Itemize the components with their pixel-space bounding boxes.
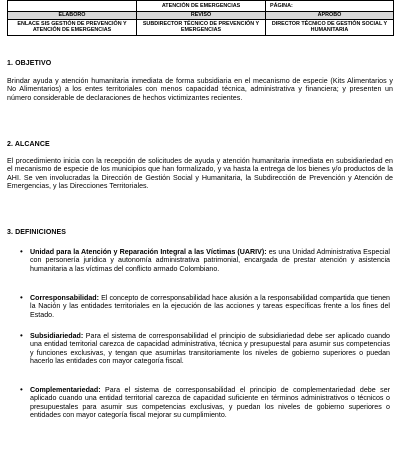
definition-item: [20, 247, 391, 273]
definition-item: [20, 385, 390, 420]
header-elaboro-value: ENLACE SIS GESTIÓN DE PREVENCIÓN Y ATENCIÓN DE EMERGENCIAS: [8, 19, 137, 35]
definition-text: es una Unidad Administrativa Especial con personería jurídica y autonomía administrativa patrimonial, encargada de prestar atención y asistencia humanitaria a las víctimas del conflicto armado Colombiano.: [30, 248, 391, 273]
definition-term: Subsidiariedad:: [30, 332, 84, 340]
definition-term: Corresponsabilidad:: [30, 294, 99, 302]
header-reviso-label: REVISÓ: [137, 12, 266, 20]
document-header-table: [7, 0, 394, 36]
bullet-icon: •: [20, 385, 23, 394]
paragraph-objetivo: Brindar ayuda y atención humanitaria inmediata de forma subsidiaria en el mecanismo de especie (Kits Alimentarios y No Alimentarios) a los entes territoriales con menos capacidad técnica, administrativa y financiera; y presenten un número considerable de declaraciones de hechos victimizantes recientes.: [7, 77, 393, 102]
definition-text: Para el sistema de corresponsabilidad el principio de subsidiariedad debe ser aplicado cuando una entidad territorial carezca de capacidad administrativa, técnica y presupuestal para asumir sus competencias y funciones exclusivas, y tengan que asumirlas transitoriamente los niveles de gobierno superiores o puedan hacerlo las entidades con mayor categoría fiscal.: [30, 332, 390, 366]
definition-term: Unidad para la Atención y Reparación Integral a las Víctimas (UARIV):: [30, 248, 267, 256]
bullet-icon: •: [20, 331, 23, 340]
header-aprobo-value: DIRECTOR TÉCNICO DE GESTIÓN SOCIAL Y HUMANITARIA: [266, 19, 394, 35]
section-title-objetivo: 1. OBJETIVO: [7, 60, 52, 67]
header-elaboro-label: ELABORÓ: [8, 12, 137, 20]
paragraph-alcance: El procedimiento inicia con la recepción de solicitudes de ayuda y atención humanitaria inmediata en subsidiariedad en el mecanismo de especie de los municipios que han formalizado, y va hasta la entrega de los bienes y/o productos de la AHI. Se ven involucradas la Dirección de Gestión Social y Humanitaria, la Subdirección de Prevención y Atención de Emergencias, y las Direcciones Territoriales.: [7, 157, 393, 191]
header-page-label: PÁGINA:: [266, 1, 394, 12]
header-process-name: ATENCIÓN DE EMERGENCIAS: [137, 1, 266, 12]
header-blank-cell: [8, 1, 137, 12]
definition-item: [20, 331, 390, 366]
definition-text: Para el sistema de corresponsabilidad el principio de complementariedad debe ser aplicado cuando una entidad territorial carezca de capacidad suficiente en términos administrativos o técnicos o presupuestales para asumir sus competencias exclusivas, y puedan los niveles de gobierno superiores o entidades con mayor categoría fiscal mejorar su cumplimiento.: [30, 386, 390, 420]
bullet-icon: •: [20, 247, 23, 256]
header-reviso-value: SUBDIRECTOR TÉCNICO DE PREVENCIÓN Y EMERGENCIAS: [137, 19, 266, 35]
definition-item: [20, 293, 390, 319]
section-title-definiciones: 3. DEFINICIONES: [7, 229, 67, 236]
bullet-icon: •: [20, 293, 23, 302]
header-aprobo-label: APROBÓ: [266, 12, 394, 20]
section-title-alcance: 2. ALCANCE: [7, 141, 50, 148]
definition-text: El concepto de corresponsabilidad hace alusión a la responsabilidad compartida que tienen la Nación y las entidades territoriales en la ejecución de las acciones y tareas específicas frente a los fines del Estado.: [30, 294, 390, 319]
definition-term: Complementariedad:: [30, 386, 101, 394]
